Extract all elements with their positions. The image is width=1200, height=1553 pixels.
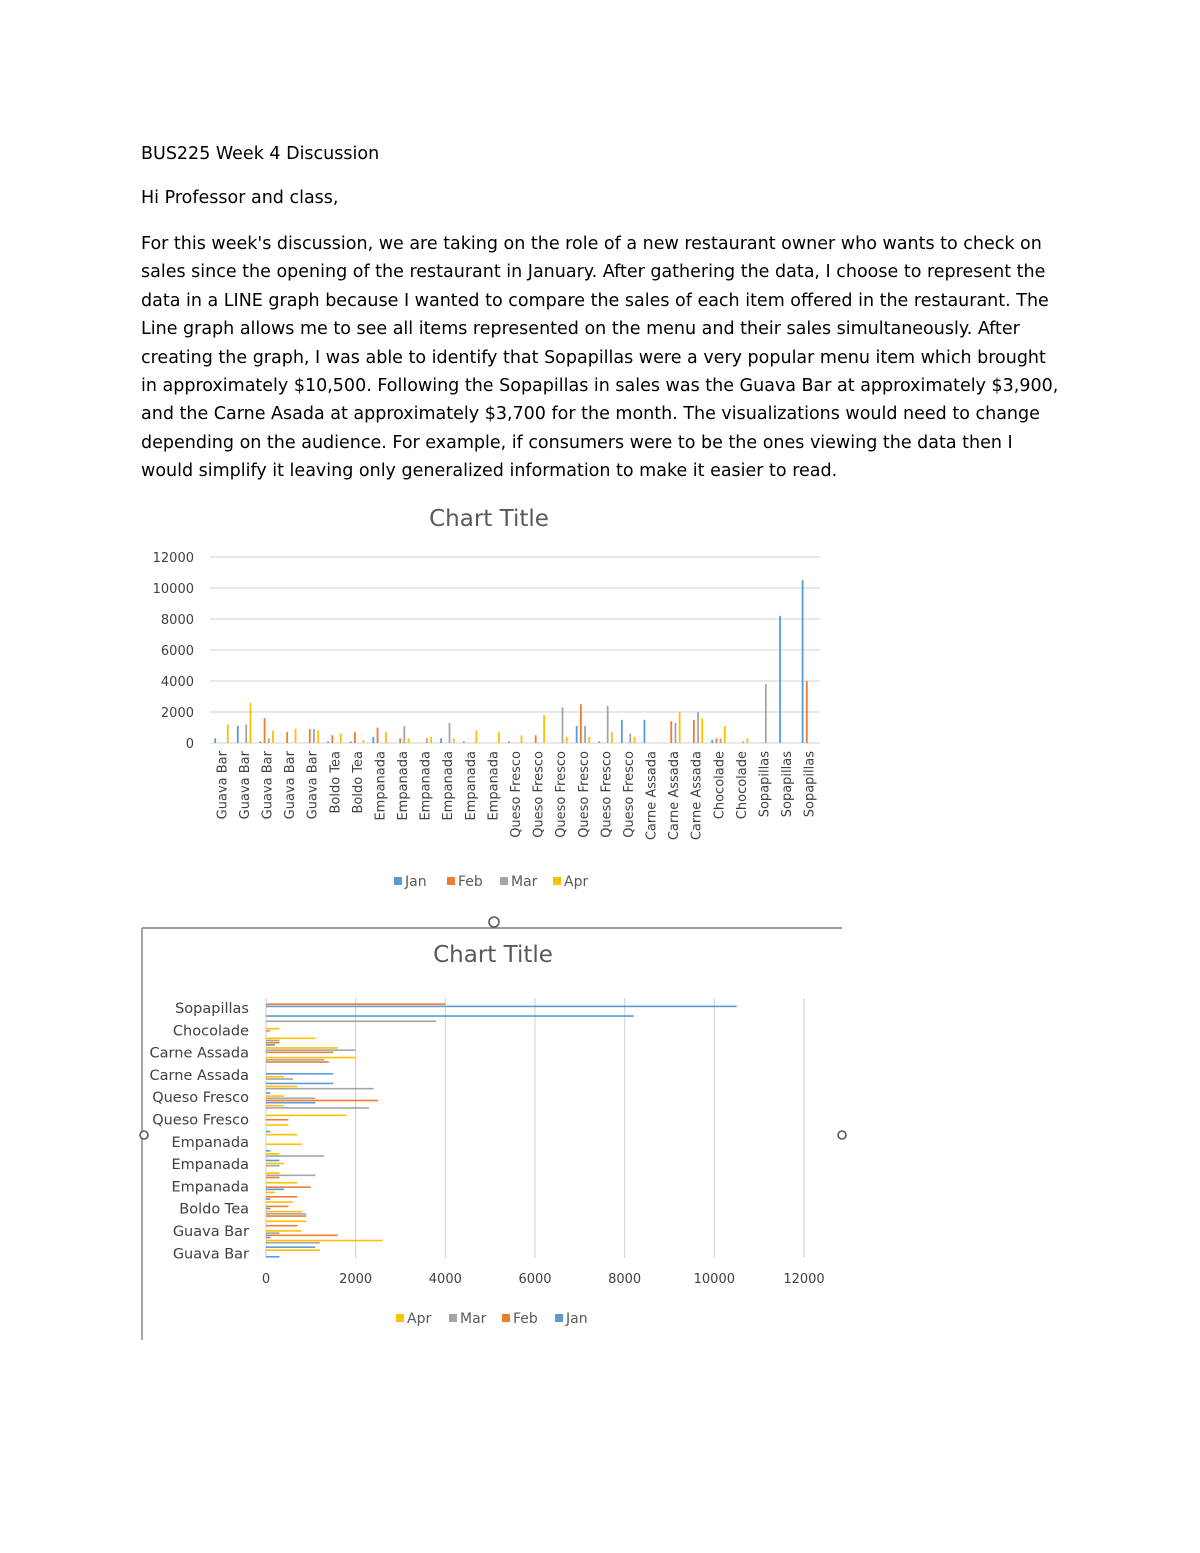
bar — [266, 1249, 320, 1251]
bar — [629, 734, 631, 743]
legend-swatch — [447, 877, 455, 885]
y-tick-label: Carne Assada — [149, 1045, 249, 1062]
bar — [266, 1102, 315, 1104]
bar — [266, 1177, 279, 1179]
chart-title: Chart Title — [429, 506, 549, 532]
bar — [266, 1020, 436, 1022]
y-tick-label: Sopapillas — [175, 1001, 249, 1017]
bar — [286, 732, 288, 743]
x-tick-label: Sopapillas — [780, 751, 796, 818]
x-tick-label: Guava Bar — [260, 751, 276, 820]
bar — [350, 741, 352, 743]
x-tick-label: 12000 — [783, 1272, 825, 1287]
x-tick-label: Sopapillas — [757, 751, 773, 818]
bar — [266, 1015, 634, 1017]
legend-label: Feb — [458, 874, 483, 890]
bar — [399, 738, 401, 743]
x-tick-label: Empanada — [418, 751, 434, 821]
bar — [266, 1100, 378, 1102]
bar — [354, 732, 356, 743]
bar — [535, 735, 537, 743]
bar — [266, 1182, 297, 1184]
bar — [259, 741, 261, 743]
resize-handle — [838, 1131, 846, 1139]
y-tick-label: Empanada — [171, 1179, 249, 1196]
bar — [747, 738, 749, 743]
bar — [266, 1115, 347, 1117]
bar — [327, 741, 329, 743]
bar — [266, 1165, 279, 1167]
bar — [266, 1198, 270, 1200]
bar — [266, 1078, 293, 1080]
bar — [742, 741, 744, 743]
bar — [266, 1086, 297, 1088]
bar — [463, 741, 465, 743]
bar — [313, 729, 315, 743]
bar — [508, 741, 510, 743]
legend-label: Mar — [460, 1311, 487, 1327]
bar — [331, 735, 333, 743]
bar — [266, 1206, 288, 1208]
bar — [266, 1192, 275, 1194]
bar — [266, 1215, 306, 1217]
bar — [266, 1175, 315, 1177]
bar — [584, 726, 586, 743]
paragraph-line: and the Carne Asada at approximately $3,700 for the month. The visualizations would need to change — [141, 404, 1040, 425]
bar — [806, 681, 808, 743]
paragraph-line: in approximately $10,500. Following the Sopapillas in sales was the Guava Bar at approximately $3,900, — [141, 376, 1059, 397]
legend-swatch — [449, 1314, 457, 1322]
bar — [430, 737, 432, 743]
y-tick-label: Guava Bar — [172, 1224, 249, 1240]
bar — [266, 1028, 279, 1030]
bar — [266, 1246, 315, 1248]
bar — [227, 724, 229, 743]
x-tick-label: Sopapillas — [802, 751, 818, 818]
x-tick-label: Guava Bar — [283, 751, 299, 820]
x-tick-label: 6000 — [518, 1272, 552, 1287]
resize-handle — [140, 1131, 148, 1139]
bar — [266, 1208, 270, 1210]
bar — [634, 737, 636, 743]
bar — [266, 1052, 333, 1054]
y-tick-label: 12000 — [152, 551, 194, 566]
bar — [266, 1030, 270, 1032]
y-tick-label: 8000 — [160, 613, 194, 628]
bar — [802, 580, 804, 743]
bar — [266, 1073, 333, 1075]
bar — [498, 732, 500, 743]
horizontal-bar-chart — [136, 910, 848, 1350]
bar — [295, 729, 297, 743]
x-tick-label: Empanada — [463, 751, 479, 821]
bar — [249, 703, 251, 743]
x-tick-label: Boldo Tea — [350, 751, 366, 814]
bar — [266, 1232, 279, 1234]
y-tick-label: Carne Assada — [149, 1067, 249, 1084]
bar — [272, 731, 274, 743]
x-tick-label: Queso Fresco — [621, 751, 637, 838]
legend-label: Jan — [405, 874, 427, 890]
bar — [765, 684, 767, 743]
bar — [453, 738, 455, 743]
x-tick-label: Queso Fresco — [509, 751, 524, 838]
bar — [521, 735, 523, 743]
legend-label: Apr — [564, 874, 589, 890]
bar — [697, 712, 699, 743]
bar — [675, 723, 677, 743]
bar — [266, 1201, 293, 1203]
paragraph-line: Line graph allows me to see all items represented on the menu and their sales simultaneously. After — [141, 319, 1020, 340]
bar — [266, 1107, 369, 1109]
bar — [449, 723, 451, 743]
bar — [266, 1172, 279, 1174]
bar — [266, 1143, 302, 1145]
bar — [644, 720, 646, 743]
legend-label: Feb — [513, 1311, 538, 1327]
x-tick-label: Boldo Tea — [328, 751, 344, 814]
bar — [266, 1155, 324, 1157]
bar — [543, 715, 545, 743]
x-tick-label: Chocolade — [734, 751, 750, 820]
x-tick-label: Chocolade — [712, 751, 728, 820]
x-tick-label: 10000 — [693, 1272, 736, 1287]
paragraph-line: sales since the opening of the restaurant in January. After gathering the data, I choose to represent the — [141, 262, 1046, 283]
x-tick-label: Carne Assada — [667, 751, 683, 841]
paragraph-line: depending on the audience. For example, if consumers were to be the ones viewing the data then I — [141, 432, 1013, 453]
bar — [621, 720, 623, 743]
bar — [266, 1088, 374, 1090]
bar — [562, 707, 564, 743]
bar — [385, 732, 387, 743]
bar — [266, 1040, 279, 1042]
y-tick-label: Queso Fresco — [152, 1112, 249, 1129]
bar — [716, 738, 718, 743]
bar — [266, 1042, 279, 1044]
x-tick-label: Carne Assada — [689, 751, 705, 841]
bar — [266, 1220, 306, 1222]
legend-swatch — [502, 1314, 510, 1322]
paragraph-line: creating the graph, I was able to identify that Sopapillas were a very popular menu item which brought — [141, 347, 1046, 368]
bar — [266, 1131, 270, 1133]
legend-swatch — [553, 877, 561, 885]
bar — [377, 728, 379, 744]
legend-swatch — [555, 1314, 563, 1322]
bar — [588, 737, 590, 743]
bar — [679, 712, 681, 743]
resize-handle — [489, 917, 499, 927]
bar — [266, 1211, 302, 1213]
discussion-paragraph — [141, 230, 1081, 486]
bar — [266, 1059, 324, 1061]
bar — [266, 1092, 270, 1094]
x-tick-label: 8000 — [608, 1272, 642, 1287]
bar — [403, 726, 405, 743]
bar — [607, 706, 609, 743]
bar — [266, 1160, 279, 1162]
x-tick-label: Empanada — [396, 751, 412, 821]
bar — [580, 704, 582, 743]
bar — [779, 616, 781, 743]
bar — [266, 1044, 275, 1046]
bar — [266, 1049, 356, 1051]
bar — [266, 1003, 445, 1005]
x-tick-label: 2000 — [339, 1272, 373, 1287]
bar — [440, 738, 442, 743]
y-tick-label: 0 — [185, 737, 194, 752]
bar — [266, 1196, 297, 1198]
y-tick-label: 2000 — [160, 706, 194, 721]
bar — [266, 1006, 737, 1008]
bar — [268, 738, 270, 743]
y-tick-label: Boldo Tea — [179, 1201, 249, 1218]
bar — [266, 1134, 297, 1136]
bar — [701, 718, 703, 743]
bar — [317, 731, 319, 743]
legend-swatch — [500, 877, 508, 885]
paragraph-line: For this week's discussion, we are taking on the role of a new restaurant owner who wants to check on — [141, 234, 1042, 254]
chart-title: Chart Title — [433, 942, 553, 968]
bar — [214, 738, 216, 743]
bar — [611, 732, 613, 743]
x-tick-label: Queso Fresco — [554, 751, 570, 838]
document-heading: BUS225 Week 4 Discussion — [141, 144, 380, 164]
vertical-bar-chart — [136, 495, 836, 900]
bar — [266, 1237, 270, 1239]
bar — [266, 1163, 284, 1165]
bar — [266, 1124, 288, 1126]
bar — [237, 726, 239, 743]
x-tick-label: Queso Fresco — [531, 751, 547, 838]
x-tick-label: Queso Fresco — [576, 751, 592, 838]
bar — [362, 740, 364, 743]
bar — [266, 1150, 270, 1152]
y-tick-label: Queso Fresco — [152, 1090, 249, 1107]
bar — [266, 1083, 333, 1085]
bar — [670, 721, 672, 743]
bar — [266, 1189, 284, 1191]
bar — [309, 729, 311, 743]
legend-swatch — [394, 877, 402, 885]
bar — [475, 731, 477, 743]
bar — [266, 1097, 315, 1099]
x-tick-label: Empanada — [486, 751, 502, 821]
y-tick-label: Empanada — [171, 1157, 249, 1174]
x-tick-label: Empanada — [373, 751, 389, 821]
bar — [266, 1153, 279, 1155]
bar — [266, 1256, 279, 1258]
bar — [266, 1105, 284, 1107]
bar — [266, 1235, 338, 1237]
y-tick-label: 4000 — [160, 675, 194, 690]
bar — [266, 1213, 306, 1215]
x-tick-label: Guava Bar — [305, 751, 321, 820]
bar — [711, 740, 713, 743]
bar — [693, 720, 695, 743]
bar — [340, 734, 342, 743]
x-tick-label: 4000 — [428, 1272, 462, 1287]
bar — [576, 726, 578, 743]
bar — [426, 738, 428, 743]
bar — [266, 1240, 383, 1242]
bar — [266, 1230, 302, 1232]
y-tick-label: 6000 — [160, 644, 194, 659]
greeting-line: Hi Professor and class, — [141, 188, 339, 208]
bar — [266, 1186, 311, 1188]
paragraph-line: data in a LINE graph because I wanted to compare the sales of each item offered in the restaurant. The — [141, 290, 1049, 311]
bar — [266, 1061, 329, 1063]
paragraph-line: would simplify it leaving only generalized information to make it easier to read. — [141, 461, 838, 482]
y-tick-label: Chocolade — [172, 1023, 249, 1040]
legend-label: Apr — [407, 1311, 432, 1327]
x-tick-label: Guava Bar — [237, 751, 253, 820]
y-tick-label: Guava Bar — [172, 1246, 249, 1263]
y-tick-label: 10000 — [152, 582, 194, 597]
bar — [245, 724, 247, 743]
bar — [264, 718, 266, 743]
legend-label: Jan — [566, 1311, 588, 1327]
bar — [266, 1095, 284, 1097]
bar — [266, 1057, 356, 1059]
bar — [720, 738, 722, 743]
x-tick-label: 0 — [261, 1272, 271, 1287]
legend-label: Mar — [511, 874, 538, 890]
x-tick-label: Carne Assada — [644, 751, 660, 841]
bar — [372, 737, 374, 743]
bar — [598, 741, 600, 743]
bar — [266, 1242, 320, 1244]
bar — [266, 1225, 297, 1227]
bar — [266, 1047, 338, 1049]
x-tick-label: Guava Bar — [215, 751, 231, 820]
legend-swatch — [396, 1314, 404, 1322]
bar — [566, 737, 568, 743]
x-tick-label: Empanada — [441, 751, 457, 821]
y-tick-label: Empanada — [171, 1134, 249, 1151]
bar — [266, 1076, 284, 1078]
bar — [724, 726, 726, 743]
bar — [266, 1119, 288, 1121]
bar — [408, 738, 410, 743]
bar — [266, 1038, 315, 1040]
x-tick-label: Queso Fresco — [599, 751, 615, 838]
